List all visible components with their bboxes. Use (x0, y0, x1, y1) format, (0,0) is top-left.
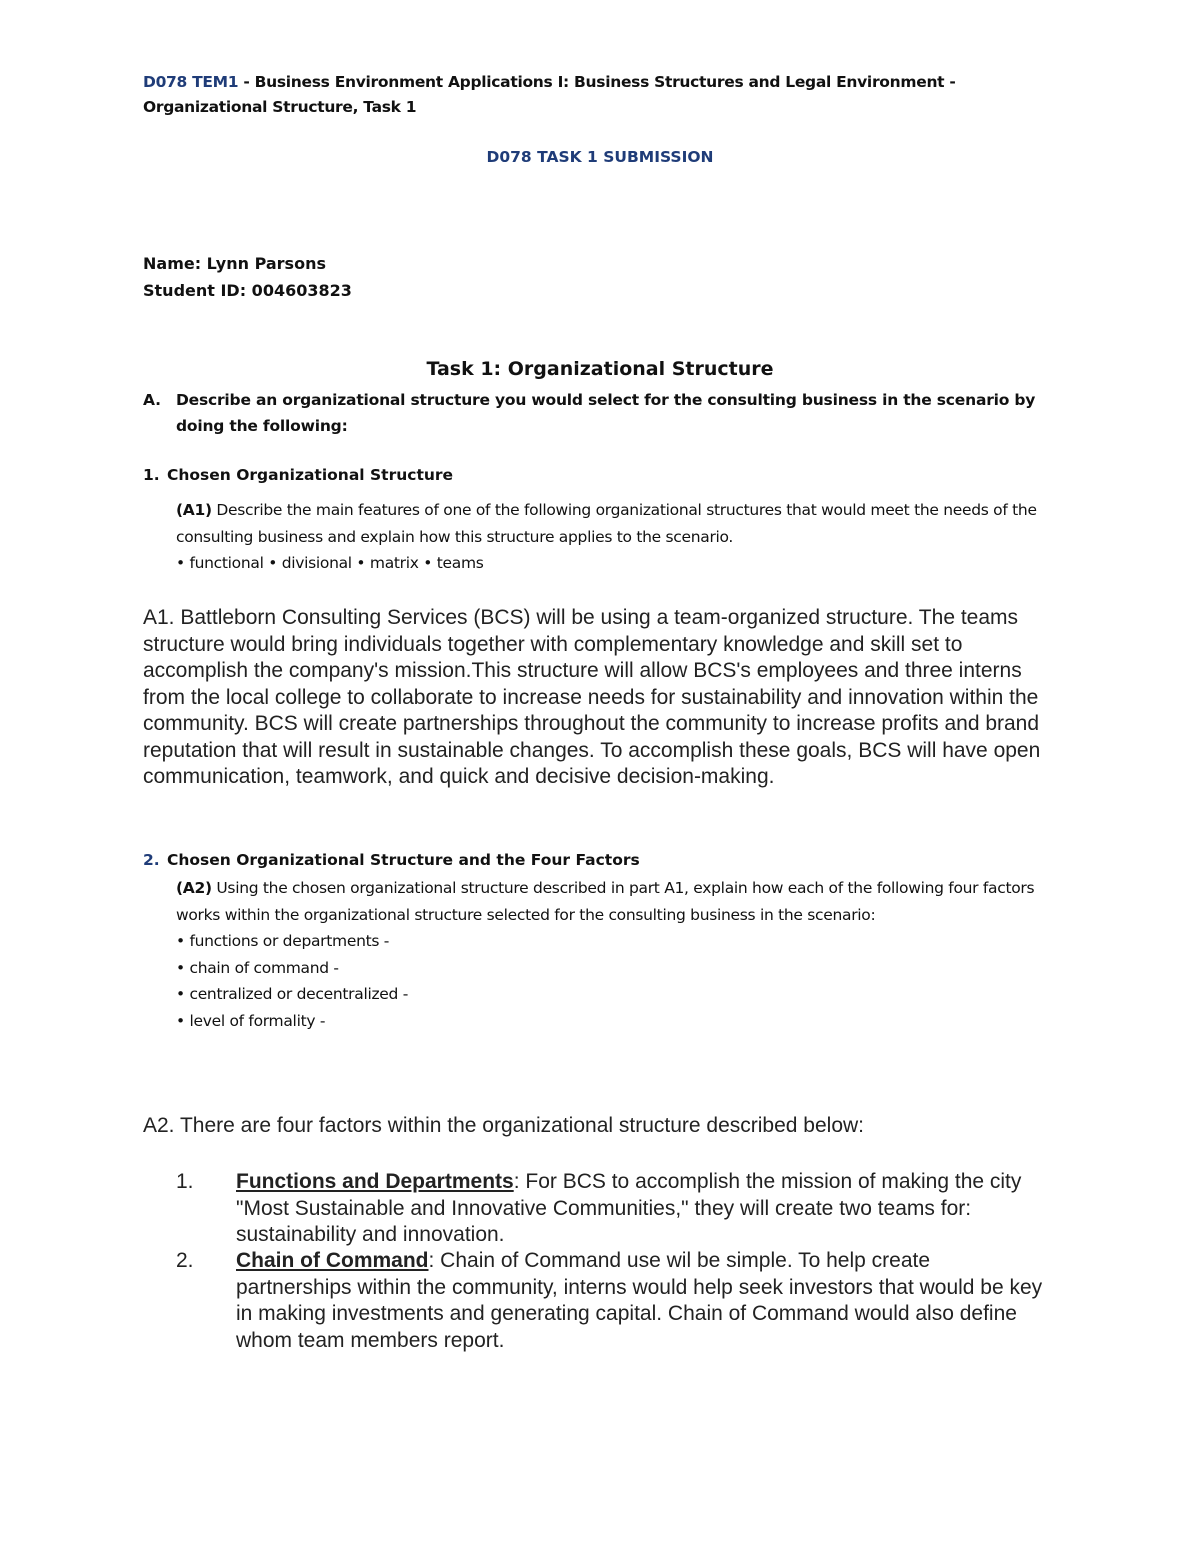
factor-description: : For BCS to accomplish the mission of making the city "Most Sustainable and Innovative Communities," they will create two teams for: sustainability and innovation. (236, 1170, 1022, 1246)
section-a-line-2: doing the following: (176, 417, 348, 435)
part2-answer-intro: A2. There are four factors within the organizational structure described below: (143, 1114, 864, 1137)
part2-prompt-text: Using the chosen organizational structure described in part A1, explain how each of the following four factors works within the organizational structure selected for the consulting business in the scenario: (176, 879, 1035, 924)
submission-title: D078 TASK 1 SUBMISSION (486, 148, 714, 166)
part1-answer: A1. Battleborn Consulting Services (BCS) will be using a team-organized structure. The teams structure would bring individuals together with complementary knowledge and skill set to accomplish the company's mission.This structure will allow BCS's employees and three interns from the local college to collaborate to increase needs for sustainability and innovation within the community. BCS will create partnerships throughout the community to increase profits and brand reputation that will result in sustainable changes. To accomplish these goals, BCS will have open communication, teamwork, and quick and decisive decision-making. (143, 606, 1041, 788)
part1-options: • functional • divisional • matrix • teams (176, 554, 484, 572)
factor-text (236, 1169, 1046, 1249)
part1-title: Chosen Organizational Structure (167, 466, 454, 484)
part2-bullet: • functions or departments - (176, 932, 390, 950)
part1-heading (143, 466, 453, 484)
factor-number: 1. (176, 1170, 194, 1193)
part2-bullet: • chain of command - (176, 958, 339, 977)
part2-prompt (176, 875, 1056, 1034)
part2-title: Chosen Organizational Structure and the Four Factors (167, 851, 640, 869)
part1-number: 1. (143, 466, 160, 484)
section-a-instruction (143, 387, 1063, 439)
student-id: Student ID: 004603823 (143, 281, 352, 300)
part1-prompt-text: Describe the main features of one of the following organizational structures that would meet the needs of the consulting business and explain how this structure applies to the scenario. (176, 501, 1037, 546)
student-name: Name: Lynn Parsons (143, 254, 326, 273)
part1-prompt (176, 497, 1056, 577)
factor-title: Functions and Departments (236, 1170, 514, 1193)
part1-prompt-tag: (A1) (176, 501, 212, 519)
part2-bullet: • centralized or decentralized - (176, 985, 408, 1003)
part2-number: 2. (143, 851, 160, 869)
factor-description: : Chain of Command use wil be simple. To help create partnerships within the community, interns would help seek investors that would be key in making investments and generating capital. Chain of Command would also define whom team members report. (236, 1249, 1043, 1352)
part2-prompt-tag: (A2) (176, 879, 212, 897)
factor-number: 2. (176, 1249, 194, 1272)
course-code: D078 TEM1 (143, 73, 239, 91)
part2-heading (143, 851, 640, 869)
factor-text (236, 1248, 1046, 1354)
task-heading: Task 1: Organizational Structure (426, 358, 774, 380)
section-a-letter: A. (143, 391, 161, 409)
course-description: - Business Environment Applications I: Business Structures and Legal Environment - Organizational Structure, Task 1 (143, 73, 956, 116)
section-a-line-1: Describe an organizational structure you would select for the consulting business in the scenario by (176, 391, 1036, 409)
part2-bullet: • level of formality - (176, 1011, 326, 1030)
course-title (143, 70, 1043, 120)
factor-title: Chain of Command (236, 1249, 429, 1272)
